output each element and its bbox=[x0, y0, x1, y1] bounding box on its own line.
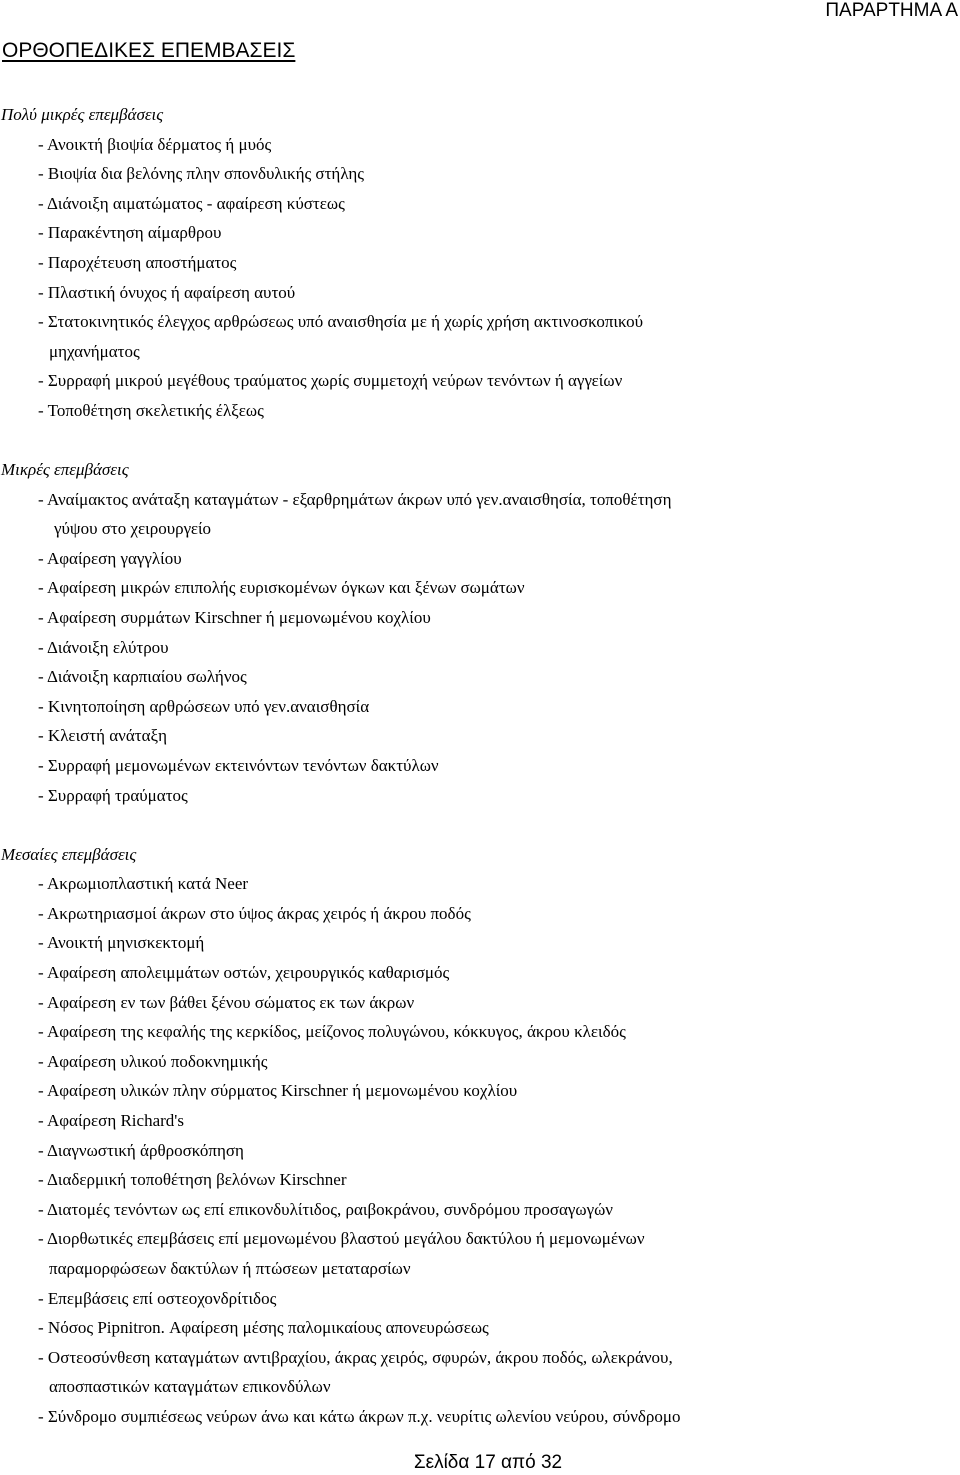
list-item-continuation: μηχανήματος bbox=[49, 341, 140, 361]
list-item bbox=[0, 662, 960, 692]
list-item bbox=[0, 721, 960, 751]
list-item-continuation: αποσπαστικών καταγμάτων επικονδύλων bbox=[49, 1377, 331, 1397]
list-item-text: - Αφαίρεση απολειμμάτων οστών, χειρουργικός καθαρισμός bbox=[38, 963, 450, 983]
list-item bbox=[0, 159, 960, 189]
section-title: Πολύ μικρές επεμβάσεις bbox=[1, 105, 164, 124]
list-item-text: - Αναίμακτος ανάταξη καταγμάτων - εξαρθρημάτων άκρων υπό γεν.αναισθησία, τοποθέτηση bbox=[38, 489, 672, 509]
list-item-text: - Στατοκινητικός έλεγχος αρθρώσεως υπό αναισθησία με ή χωρίς χρήση ακτινοσκοπικού bbox=[38, 312, 644, 332]
list-item-text: - Αφαίρεση υλικών πλην σύρματος Kirschner ή μεμονωμένου κοχλίου bbox=[38, 1081, 518, 1101]
list-item bbox=[0, 1313, 960, 1343]
list-item bbox=[0, 1343, 960, 1402]
list-item-text: - Διάνοιξη ελύτρου bbox=[38, 637, 169, 657]
list-item bbox=[0, 869, 960, 899]
list-item-text: - Ακρωμιοπλαστική κατά Neer bbox=[38, 874, 249, 894]
list-item bbox=[0, 1284, 960, 1314]
list-item bbox=[0, 1224, 960, 1283]
list-item bbox=[0, 958, 960, 988]
list-item-text: - Αφαίρεση εν των βάθει ξένου σώματος εκ των άκρων bbox=[38, 992, 415, 1012]
list-item bbox=[0, 1195, 960, 1225]
section-title: Μικρές επεμβάσεις bbox=[1, 460, 129, 480]
section-title: Μεσαίες επεμβάσεις bbox=[1, 844, 137, 864]
list-item-text: - Αφαίρεση Richard's bbox=[38, 1111, 184, 1130]
list-item-text: - Συρραφή τραύματος bbox=[38, 785, 188, 805]
list-item-text: - Σύνδρομο συμπιέσεως νεύρων άνω και κάτω άκρων π.χ. νευρίτις ωλενίου νεύρου, σύνδρομο bbox=[38, 1406, 681, 1426]
list-item bbox=[0, 633, 960, 663]
page-number: Σελίδα 17 από 32 bbox=[413, 1452, 563, 1473]
page-title: ΟΡΘΟΠΕΔΙΚΕΣ ΕΠΕΜΒΑΣΕΙΣ bbox=[2, 39, 296, 62]
list-item-text: - Αφαίρεση υλικού ποδοκνημικής bbox=[38, 1051, 268, 1071]
list-item bbox=[0, 1076, 960, 1106]
list-item bbox=[0, 485, 960, 544]
list-item-text: - Επεμβάσεις επί οστεοχονδρίτιδος bbox=[38, 1288, 277, 1308]
list-item-text: - Συρραφή μεμονωμένων εκτεινόντων τενόντων δακτύλων bbox=[38, 755, 439, 775]
list-item-text: - Συρραφή μικρού μεγέθους τραύματος χωρίς συμμετοχή νεύρων τενόντων ή αγγείων bbox=[38, 371, 623, 391]
list-item bbox=[0, 928, 960, 958]
section-very-minor bbox=[0, 100, 960, 426]
list-item-text: - Ακρωτηριασμοί άκρων στο ύψος άκρας χειρός ή άκρου ποδός bbox=[38, 903, 471, 923]
list-item bbox=[0, 988, 960, 1018]
section-medium bbox=[0, 840, 960, 1432]
list-item bbox=[0, 1047, 960, 1077]
list-item-text: - Παρακέντηση αίμαρθρου bbox=[38, 223, 222, 243]
list-item-text: - Διάνοιξη καρπιαίου σωλήνος bbox=[38, 667, 247, 687]
list-item-text: - Ανοικτή βιοψία δέρματος ή μυός bbox=[38, 134, 272, 154]
list-item bbox=[0, 781, 960, 811]
list-item-text: - Αφαίρεση μικρών επιπολής ευρισκομένων όγκων και ξένων σωμάτων bbox=[38, 578, 525, 598]
list-item-text: - Ανοικτή μηνισκεκτομή bbox=[38, 933, 205, 953]
list-item bbox=[0, 751, 960, 781]
appendix-label: ΠΑΡΑΡΤΗΜΑ Α bbox=[825, 0, 958, 21]
list-item-text: - Διαδερμική τοποθέτηση βελόνων Kirschner bbox=[38, 1170, 347, 1190]
list-item bbox=[0, 396, 960, 426]
list-item-text: - Τοποθέτηση σκελετικής έλξεως bbox=[38, 400, 264, 420]
list-item bbox=[0, 307, 960, 366]
list-item-text: - Αφαίρεση συρμάτων Kirschner ή μεμονωμένου κοχλίου bbox=[38, 608, 431, 627]
list-item-text: - Διαγνωστική άρθροσκόπηση bbox=[38, 1140, 244, 1160]
list-item bbox=[0, 544, 960, 574]
list-item bbox=[0, 248, 960, 278]
list-item bbox=[0, 899, 960, 929]
procedure-list bbox=[0, 100, 960, 1432]
list-item-text: - Διατομές τενόντων ως επί επικονδυλίτιδος, ραιβοκράνου, συνδρόμου προσαγωγών bbox=[38, 1199, 613, 1219]
list-item bbox=[0, 1106, 960, 1136]
list-item-text: - Βιοψία δια βελόνης πλην σπονδυλικής στήλης bbox=[38, 164, 365, 184]
list-item-text: - Διορθωτικές επεμβάσεις επί μεμονωμένου βλαστού μεγάλου δακτύλου ή μεμονωμένων bbox=[38, 1229, 645, 1249]
list-item bbox=[0, 1165, 960, 1195]
list-item-text: - Διάνοιξη αιματώματος - αφαίρεση κύστεως bbox=[38, 193, 345, 213]
list-item bbox=[0, 1017, 960, 1047]
list-item bbox=[0, 189, 960, 219]
list-item bbox=[0, 573, 960, 603]
list-item-text: - Νόσος Pipnitron. Αφαίρεση μέσης παλομικαίους απονευρώσεως bbox=[38, 1318, 489, 1338]
list-item-text: - Αφαίρεση της κεφαλής της κερκίδος, μείζονος πολυγώνου, κόκκυγος, άκρου κλειδός bbox=[38, 1022, 626, 1042]
list-item-continuation: γύψου στο χειρουργείο bbox=[54, 519, 212, 539]
list-item-text: - Κινητοποίηση αρθρώσεων υπό γεν.αναισθησία bbox=[38, 696, 370, 716]
list-item-text: - Αφαίρεση γαγγλίου bbox=[38, 548, 182, 568]
section-minor bbox=[0, 455, 960, 810]
list-item-text: - Οστεοσύνθεση καταγμάτων αντιβραχίου, άκρας χειρός, σφυρών, άκρου ποδός, ωλεκράνου, bbox=[38, 1347, 673, 1367]
list-item bbox=[0, 218, 960, 248]
list-item bbox=[0, 130, 960, 160]
list-item bbox=[0, 1136, 960, 1166]
list-item bbox=[0, 603, 960, 633]
list-item-text: - Κλειστή ανάταξη bbox=[38, 726, 167, 746]
list-item-continuation: παραμορφώσεων δακτύλων ή πτώσεων μεταταρσίων bbox=[49, 1258, 411, 1278]
list-item bbox=[0, 1402, 960, 1432]
list-item bbox=[0, 278, 960, 308]
list-item bbox=[0, 366, 960, 396]
list-item-text: - Πλαστική όνυχος ή αφαίρεση αυτού bbox=[38, 282, 296, 302]
list-item-text: - Παροχέτευση αποστήματος bbox=[38, 252, 237, 272]
list-item bbox=[0, 692, 960, 722]
